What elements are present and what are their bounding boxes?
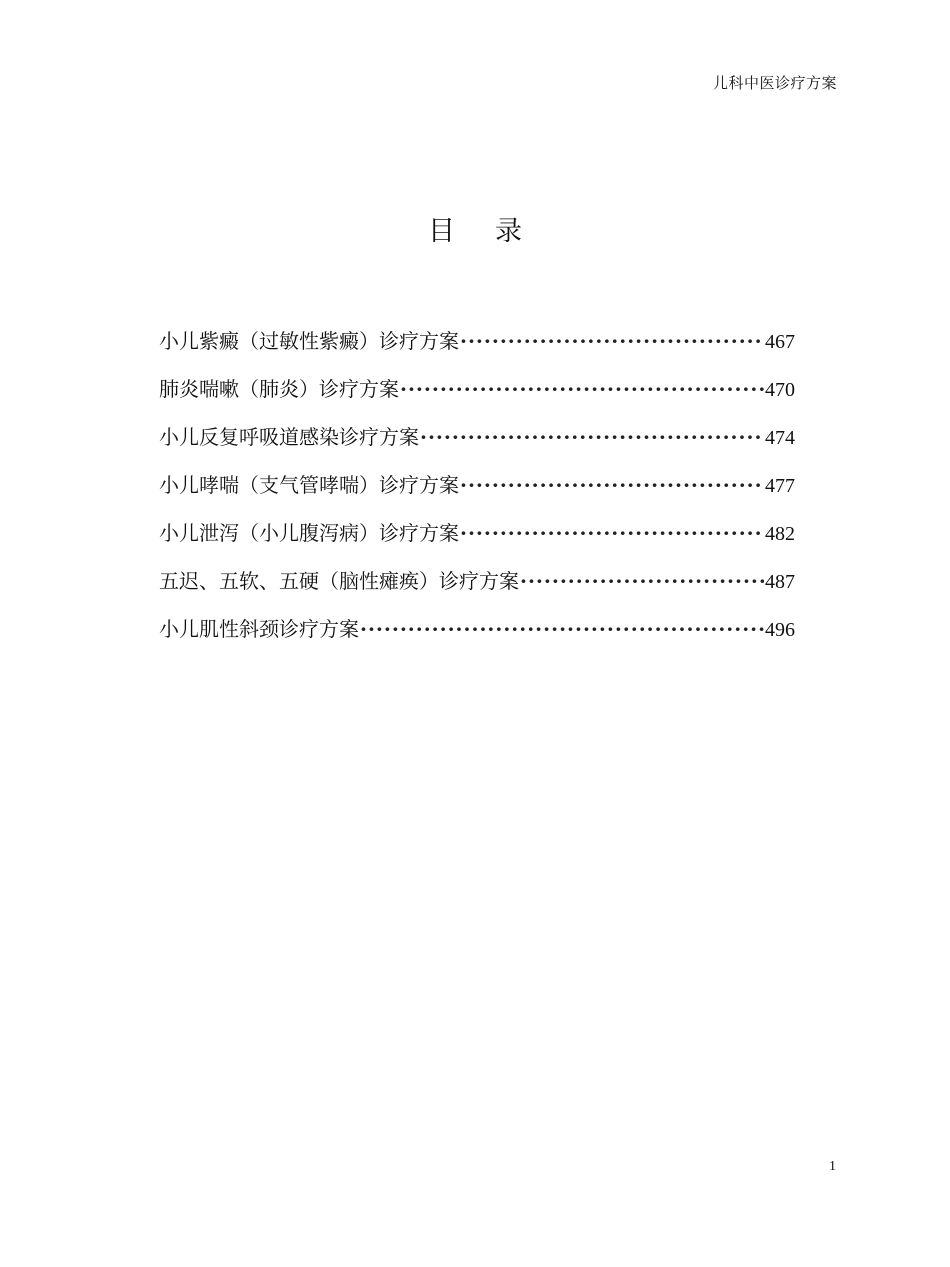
toc-entry[interactable] [159,517,795,565]
toc-dot-leader [460,517,764,549]
table-of-contents [159,325,795,661]
toc-entry[interactable] [159,373,795,421]
toc-entry[interactable] [159,421,795,469]
toc-title: 目录 [428,216,562,247]
running-header: 儿科中医诊疗方案 [712,74,837,92]
toc-page-number: 470 [765,379,795,401]
toc-page-number: 474 [765,427,795,449]
toc-dot-leader [520,565,764,597]
toc-entry[interactable] [159,613,795,661]
toc-dot-leader [400,373,764,405]
toc-dot-leader [420,421,764,453]
toc-entry[interactable] [159,565,795,613]
toc-entry-title: 小儿反复呼吸道感染诊疗方案 [159,425,419,449]
toc-entry[interactable] [159,469,795,517]
toc-entry-title: 小儿肌性斜颈诊疗方案 [159,617,359,641]
toc-page-number: 467 [765,331,795,353]
toc-entry-title: 小儿哮喘（支气管哮喘）诊疗方案 [159,473,459,497]
toc-page-number: 482 [765,523,795,545]
toc-page-number: 496 [765,619,795,641]
toc-page-number: 477 [765,475,795,497]
toc-dot-leader [460,325,764,357]
toc-dot-leader [460,469,764,501]
toc-entry-title: 五迟、五软、五硬（脑性瘫痪）诊疗方案 [159,569,519,593]
toc-page-number: 487 [765,571,795,593]
page-number: 1 [829,1159,836,1174]
toc-entry-title: 肺炎喘嗽（肺炎）诊疗方案 [159,377,399,401]
toc-dot-leader [360,613,764,645]
toc-entry-title: 小儿紫癜（过敏性紫癜）诊疗方案 [159,329,459,353]
toc-entry-title: 小儿泄泻（小儿腹泻病）诊疗方案 [159,521,459,545]
toc-entry[interactable] [159,325,795,373]
